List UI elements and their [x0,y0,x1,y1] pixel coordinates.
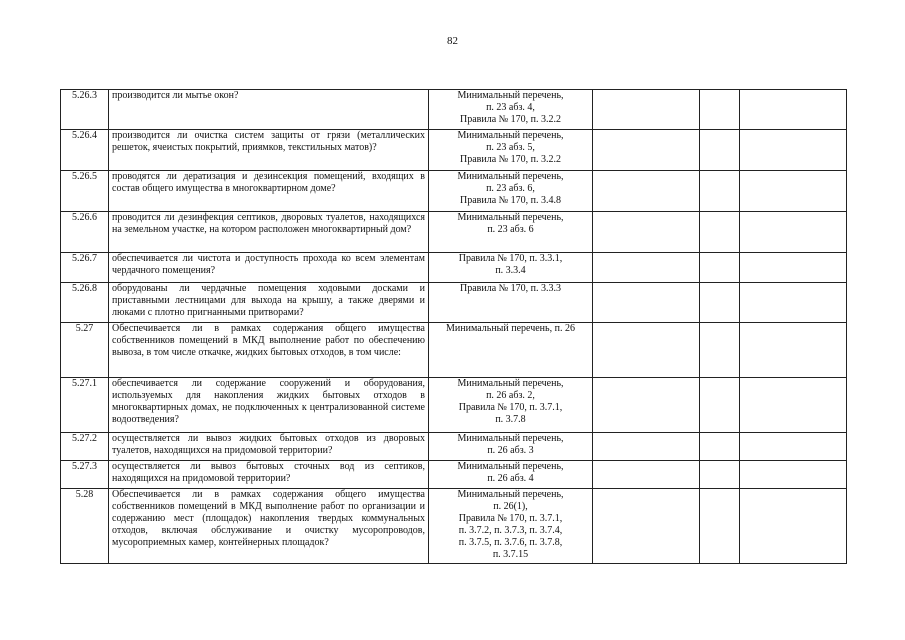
reference-line: п. 23 абз. 4, [486,102,535,113]
question-text: Обеспечивается ли в рамках содержания общего имущества собственников помещений в МКД выполнение работ по обеспечению вывоза, в том числе откачке, жидких бытовых отходов, в том числе: [109,323,429,378]
answer-cell-1 [593,461,700,489]
legal-reference [429,323,593,378]
item-number: 5.27 [61,323,109,378]
answer-cell-1 [593,323,700,378]
legal-reference [429,130,593,171]
answer-cell-2 [700,130,740,171]
legal-reference [429,433,593,461]
table-row [61,171,847,212]
reference-line: п. 26 абз. 4 [487,473,534,484]
legal-reference [429,283,593,323]
reference-line: Минимальный перечень, [457,378,564,389]
reference-line: Минимальный перечень, [457,171,564,182]
table-row [61,323,847,378]
answer-cell-2 [700,212,740,253]
reference-line: Минимальный перечень, [457,130,564,141]
reference-line: п. 26(1), [493,501,528,512]
legal-reference [429,90,593,130]
item-number: 5.27.3 [61,461,109,489]
answer-cell-2 [700,489,740,564]
item-number: 5.27.2 [61,433,109,461]
item-number: 5.26.8 [61,283,109,323]
reference-line: п. 3.7.2, п. 3.7.3, п. 3.7.4, [458,525,563,536]
answer-cell-1 [593,378,700,433]
answer-cell-3 [740,90,847,130]
item-number: 5.26.4 [61,130,109,171]
table-row [61,253,847,283]
answer-cell-2 [700,323,740,378]
question-text: проводится ли дезинфекция септиков, дворовых туалетов, находящихся на земельном участке, на котором расположен многоквартирный дом? [109,212,429,253]
answer-cell-2 [700,90,740,130]
item-number: 5.28 [61,489,109,564]
answer-cell-3 [740,433,847,461]
answer-cell-1 [593,489,700,564]
reference-line: п. 23 абз. 5, [486,142,535,153]
item-number: 5.26.3 [61,90,109,130]
answer-cell-1 [593,433,700,461]
answer-cell-3 [740,130,847,171]
answer-cell-2 [700,283,740,323]
answer-cell-3 [740,461,847,489]
checklist-body [61,90,847,564]
reference-line: п. 3.7.5, п. 3.7.6, п. 3.7.8, [458,537,563,548]
question-text: оборудованы ли чердачные помещения ходовыми досками и приставными лестницами для выхода на крышу, а также дверями и люками с плотно пригнанными притворами? [109,283,429,323]
legal-reference [429,378,593,433]
reference-line: п. 23 абз. 6, [486,183,535,194]
answer-cell-3 [740,283,847,323]
answer-cell-3 [740,253,847,283]
question-text: обеспечивается ли содержание сооружений и оборудования, используемых для накопления жидких бытовых отходов в многоквартирных домах, не подключенных к централизованной системе водоотведения? [109,378,429,433]
reference-line: Правила № 170, п. 3.3.1, [458,253,563,264]
table-row [61,461,847,489]
answer-cell-1 [593,90,700,130]
answer-cell-3 [740,212,847,253]
answer-cell-3 [740,378,847,433]
legal-reference [429,171,593,212]
question-text: осуществляется ли вывоз жидких бытовых отходов из дворовых туалетов, находящихся на придомовой территории? [109,433,429,461]
question-text: осуществляется ли вывоз бытовых сточных вод из септиков, находящихся на придомовой территории? [109,461,429,489]
answer-cell-3 [740,323,847,378]
table-row [61,283,847,323]
reference-line: Минимальный перечень, [457,461,564,472]
table-row [61,90,847,130]
reference-line: Минимальный перечень, [457,433,564,444]
reference-line: п. 3.3.4 [495,265,526,276]
answer-cell-2 [700,253,740,283]
reference-line: Минимальный перечень, [457,212,564,223]
item-number: 5.26.6 [61,212,109,253]
legal-reference [429,489,593,564]
answer-cell-2 [700,378,740,433]
reference-line: п. 3.7.8 [495,414,526,425]
question-text: Обеспечивается ли в рамках содержания общего имущества собственников помещений в МКД выполнение работ по организации и содержанию мест (площадок) накопления твердых коммунальных отходов, включая обслуживание и очистку мусоропроводов, мусороприемных камер, контейнерных площадок? [109,489,429,564]
reference-line: Правила № 170, п. 3.4.8 [459,195,562,206]
question-text: производится ли мытье окон? [109,90,429,130]
answer-cell-3 [740,171,847,212]
reference-line: п. 23 абз. 6 [487,224,534,235]
reference-line: Правила № 170, п. 3.7.1, [458,513,563,524]
legal-reference [429,212,593,253]
reference-line: Правила № 170, п. 3.7.1, [458,402,563,413]
answer-cell-2 [700,461,740,489]
checklist-table [60,89,847,564]
table-row [61,212,847,253]
answer-cell-1 [593,283,700,323]
table-row [61,130,847,171]
answer-cell-1 [593,130,700,171]
item-number: 5.26.7 [61,253,109,283]
table-row [61,378,847,433]
answer-cell-2 [700,433,740,461]
answer-cell-1 [593,171,700,212]
legal-reference [429,253,593,283]
item-number: 5.26.5 [61,171,109,212]
answer-cell-1 [593,212,700,253]
reference-line: Правила № 170, п. 3.3.3 [459,283,562,294]
legal-reference [429,461,593,489]
reference-line: Правила № 170, п. 3.2.2 [459,114,562,125]
question-text: производится ли очистка систем защиты от грязи (металлических решеток, ячеистых покрытий, приямков, текстильных матов)? [109,130,429,171]
reference-line: Минимальный перечень, [457,90,564,101]
reference-line: Минимальный перечень, [457,489,564,500]
item-number: 5.27.1 [61,378,109,433]
table-row [61,489,847,564]
reference-line: п. 26 абз. 2, [486,390,535,401]
reference-line: п. 3.7.15 [492,549,529,560]
answer-cell-2 [700,171,740,212]
answer-cell-3 [740,489,847,564]
reference-line: п. 26 абз. 3 [487,445,534,456]
question-text: проводятся ли дератизация и дезинсекция помещений, входящих в состав общего имущества в многоквартирном доме? [109,171,429,212]
page-number: 82 [447,35,458,47]
table-row [61,433,847,461]
reference-line: Минимальный перечень, п. 26 [446,323,575,334]
question-text: обеспечивается ли чистота и доступность прохода ко всем элементам чердачного помещения? [109,253,429,283]
reference-line: Правила № 170, п. 3.2.2 [459,154,562,165]
answer-cell-1 [593,253,700,283]
